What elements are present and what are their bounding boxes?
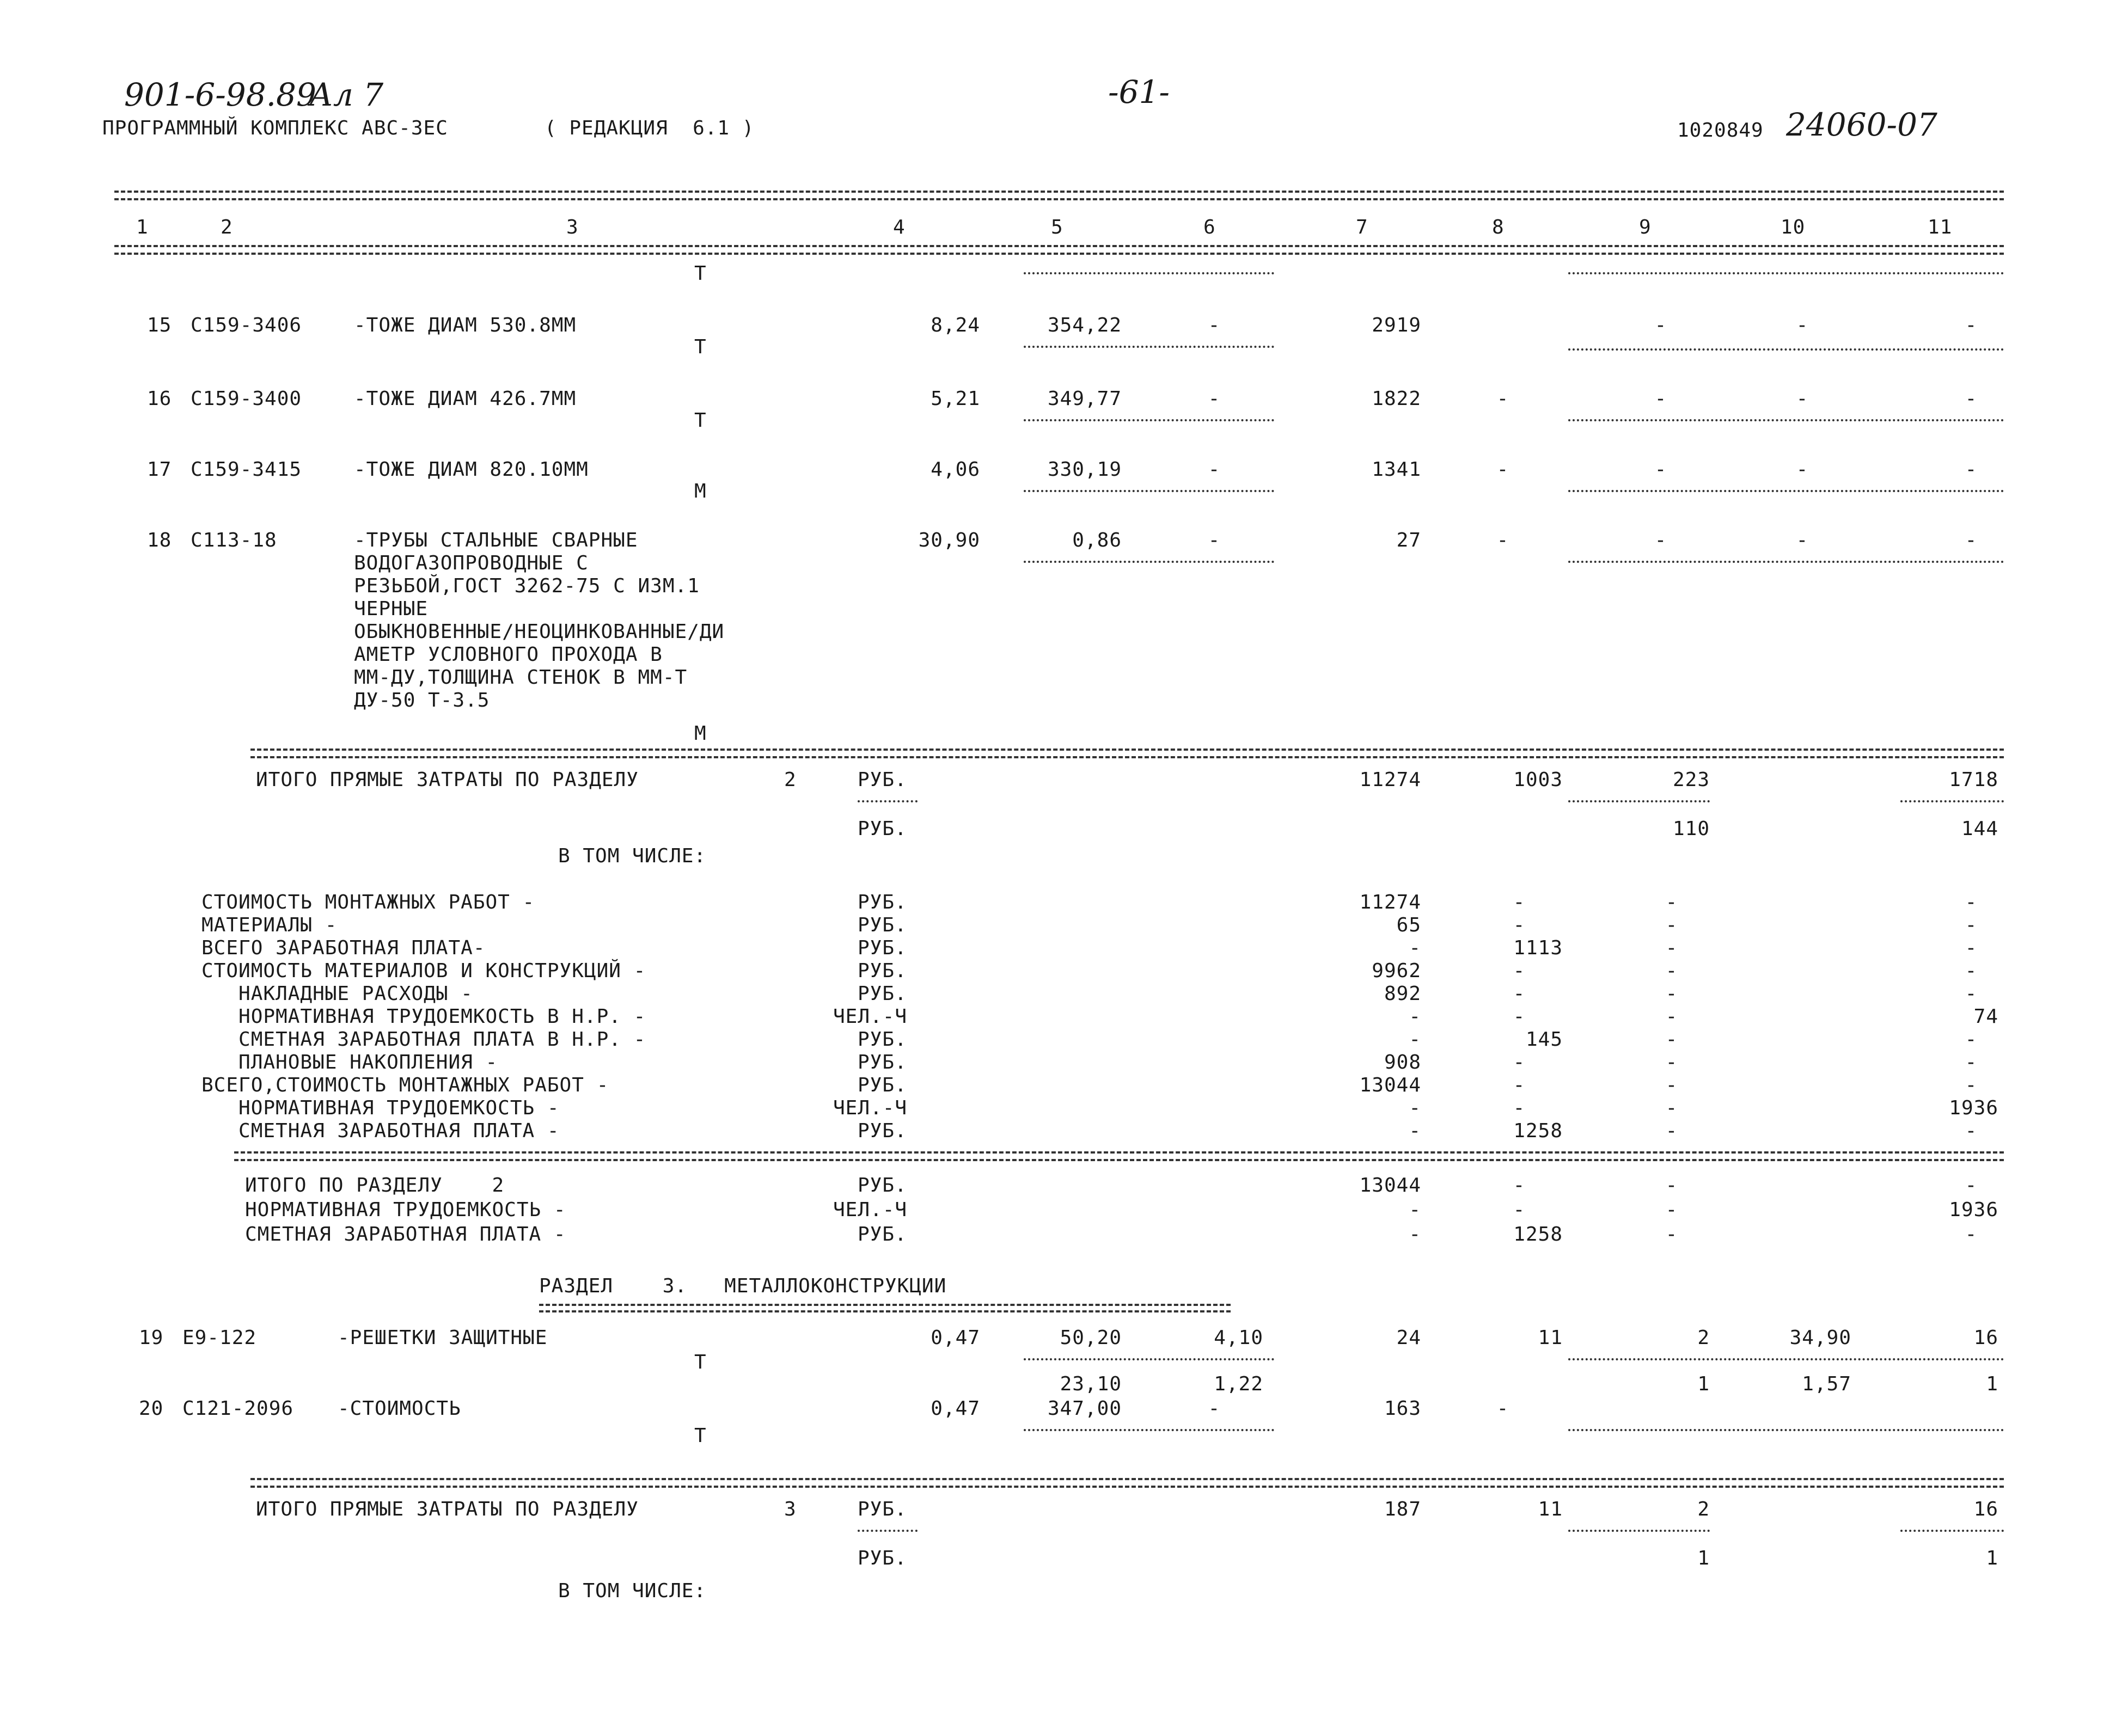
row-c11: -: [1965, 314, 1978, 336]
unit-label: Т: [694, 336, 707, 358]
breakdown-label: МАТЕРИАЛЫ -: [201, 914, 338, 936]
breakdown-c11: -: [1965, 983, 1978, 1005]
breakdown-label: СТОИМОСТЬ МАТЕРИАЛОВ И КОНСТРУКЦИЙ -: [201, 960, 646, 982]
row-rule: [1568, 490, 2004, 492]
row-qty: 4,06: [931, 458, 980, 481]
total-c7: 11274: [1359, 769, 1421, 791]
program-title: ПРОГРАММНЫЙ КОМПЛЕКС АВС-3ЕС: [102, 117, 448, 139]
col-9: 9: [1639, 216, 1652, 238]
row-c11-second: 1: [1986, 1373, 1998, 1395]
row-c5: 347,00: [1047, 1397, 1122, 1420]
total-section-number: 3: [784, 1498, 797, 1520]
breakdown-c11: -: [1965, 1051, 1978, 1074]
row-rule: [1024, 490, 1274, 492]
row-number: 20: [139, 1397, 164, 1420]
row-description: -ТОЖЕ ДИАМ 530.8ММ: [354, 314, 577, 336]
row-rule: [858, 800, 918, 802]
breakdown-label: СТОИМОСТЬ МОНТАЖНЫХ РАБОТ -: [201, 891, 535, 913]
col-8: 8: [1492, 216, 1505, 238]
row-c10: -: [1796, 388, 1809, 410]
breakdown-label: НОРМАТИВНАЯ ТРУДОЕМКОСТЬ -: [201, 1097, 560, 1119]
row-c11: -: [1965, 388, 1978, 410]
including-label: В ТОМ ЧИСЛЕ:: [558, 1580, 707, 1602]
row-code: С113-18: [191, 529, 277, 551]
total-c11b: 144: [1961, 818, 1998, 840]
col-2: 2: [221, 216, 233, 238]
breakdown-c7: -: [1409, 937, 1421, 959]
row-rule: [1568, 1429, 2004, 1431]
handwritten-sheet-number: Ал 7: [309, 76, 384, 113]
row-rule: [1568, 348, 2004, 351]
total-unit: РУБ.: [858, 1498, 907, 1520]
breakdown-c8: -: [1513, 914, 1526, 936]
row-c10: 34,90: [1789, 1327, 1851, 1349]
final-c7: -: [1409, 1199, 1421, 1221]
breakdown-unit: РУБ.: [858, 937, 907, 959]
row-code: Е9-122: [182, 1327, 257, 1349]
breakdown-c11: -: [1965, 1028, 1978, 1051]
handwritten-project-number: 901-6-98.89: [124, 76, 316, 113]
row-c6: -: [1208, 314, 1221, 336]
row-number: 17: [147, 458, 172, 481]
section-title-underline: [539, 1304, 1231, 1312]
total-c9b: 1: [1697, 1547, 1710, 1569]
final-unit: РУБ.: [858, 1174, 907, 1197]
breakdown-c8: 1258: [1513, 1120, 1563, 1142]
section-total-rule: [250, 749, 2004, 758]
breakdown-c11: -: [1965, 914, 1978, 936]
breakdown-c9: -: [1665, 937, 1678, 959]
document-code: 1020849: [1677, 119, 1764, 142]
final-label: НОРМАТИВНАЯ ТРУДОЕМКОСТЬ -: [245, 1199, 566, 1221]
breakdown-c9: -: [1665, 1097, 1678, 1119]
row-c11: 16: [1973, 1327, 1998, 1349]
total-unit: РУБ.: [858, 1547, 907, 1569]
row-description: -РЕШЕТКИ ЗАЩИТНЫЕ: [338, 1327, 548, 1349]
col-10: 10: [1781, 216, 1806, 238]
total-label: ИТОГО ПРЯМЫЕ ЗАТРАТЫ ПО РАЗДЕЛУ: [256, 769, 639, 791]
breakdown-c7: -: [1409, 1005, 1421, 1028]
row-code: С159-3406: [191, 314, 302, 336]
row-rule: [1900, 1530, 2004, 1532]
row-c7: 1822: [1372, 388, 1421, 410]
breakdown-label: ВСЕГО ЗАРАБОТНАЯ ПЛАТА-: [201, 937, 486, 959]
row-qty: 30,90: [918, 529, 980, 551]
breakdown-c9: -: [1665, 914, 1678, 936]
breakdown-c8: -: [1513, 1074, 1526, 1096]
total-label: ИТОГО ПРЯМЫЕ ЗАТРАТЫ ПО РАЗДЕЛУ: [256, 1498, 639, 1520]
unit-label: Т: [694, 1351, 707, 1373]
breakdown-c9: -: [1665, 1074, 1678, 1096]
row-c6: -: [1208, 529, 1221, 551]
row-c8: -: [1496, 529, 1509, 551]
row-c6: -: [1208, 1397, 1221, 1420]
row-rule: [1568, 800, 1710, 802]
col-4: 4: [893, 216, 906, 238]
unit-label: Т: [694, 1425, 707, 1447]
breakdown-c7: -: [1409, 1028, 1421, 1051]
unit-label: Т: [694, 409, 707, 432]
row-c10: -: [1796, 458, 1809, 481]
row-description-line: АМЕТР УСЛОВНОГО ПРОХОДА В: [354, 643, 663, 666]
total-unit: РУБ.: [858, 769, 907, 791]
breakdown-c11: -: [1965, 960, 1978, 982]
breakdown-c7: 9962: [1372, 960, 1421, 982]
row-c7: 27: [1396, 529, 1421, 551]
row-c6: 4,10: [1214, 1327, 1263, 1349]
total-c8: 1003: [1513, 769, 1563, 791]
row-number: 18: [147, 529, 172, 551]
col-7: 7: [1356, 216, 1368, 238]
breakdown-c7: -: [1409, 1097, 1421, 1119]
header-top-rule: [114, 191, 2004, 200]
total-c9b: 110: [1672, 818, 1710, 840]
row-description-line: ММ-ДУ,ТОЛЩИНА СТЕНОК В ММ-Т: [354, 666, 688, 689]
row-qty: 8,24: [931, 314, 980, 336]
final-c7: 13044: [1359, 1174, 1421, 1197]
breakdown-unit: РУБ.: [858, 1074, 907, 1096]
row-c5-second: 23,10: [1060, 1373, 1122, 1395]
row-description-line: ДУ-50 Т-3.5: [354, 689, 490, 711]
total-section-number: 2: [784, 769, 797, 791]
row-rule: [1568, 419, 2004, 421]
row-c7: 2919: [1372, 314, 1421, 336]
col-5: 5: [1051, 216, 1063, 238]
row-description: -ТОЖЕ ДИАМ 426.7ММ: [354, 388, 577, 410]
breakdown-c11: -: [1965, 1074, 1978, 1096]
breakdown-c7: 11274: [1359, 891, 1421, 913]
final-c9: -: [1665, 1199, 1678, 1221]
section-3-total-rule: [250, 1478, 2004, 1488]
breakdown-unit: РУБ.: [858, 1051, 907, 1074]
final-c9: -: [1665, 1223, 1678, 1246]
breakdown-c9: -: [1665, 891, 1678, 913]
breakdown-c8: -: [1513, 1005, 1526, 1028]
final-c11: -: [1965, 1174, 1978, 1197]
breakdown-c7: -: [1409, 1120, 1421, 1142]
breakdown-unit: ЧЕЛ.-Ч: [833, 1005, 908, 1028]
breakdown-c8: -: [1513, 960, 1526, 982]
row-description-line: РЕЗЬБОЙ,ГОСТ 3262-75 С ИЗМ.1: [354, 575, 700, 597]
row-c6: -: [1208, 458, 1221, 481]
col-11: 11: [1928, 216, 1953, 238]
breakdown-c9: -: [1665, 1120, 1678, 1142]
row-c7: 1341: [1372, 458, 1421, 481]
total-c7: 187: [1384, 1498, 1421, 1520]
breakdown-label: ВСЕГО,СТОИМОСТЬ МОНТАЖНЫХ РАБОТ -: [201, 1074, 609, 1096]
breakdown-label: ПЛАНОВЫЕ НАКОПЛЕНИЯ -: [201, 1051, 498, 1074]
breakdown-unit: РУБ.: [858, 1120, 907, 1142]
row-code: С159-3415: [191, 458, 302, 481]
row-rule: [1024, 346, 1274, 348]
row-number: 19: [139, 1327, 164, 1349]
row-c5: 0,86: [1072, 529, 1122, 551]
breakdown-unit: РУБ.: [858, 1028, 907, 1051]
breakdown-c8: -: [1513, 1097, 1526, 1119]
row-c10-second: 1,57: [1802, 1373, 1851, 1395]
row-c11: -: [1965, 458, 1978, 481]
breakdown-c7: 892: [1384, 983, 1421, 1005]
breakdown-unit: РУБ.: [858, 983, 907, 1005]
row-qty: 0,47: [931, 1327, 980, 1349]
row-c9: -: [1654, 529, 1667, 551]
row-c8: -: [1496, 1397, 1509, 1420]
section-3-title: РАЗДЕЛ 3. МЕТАЛЛОКОНСТРУКЦИИ: [539, 1275, 947, 1297]
row-c9: -: [1654, 388, 1667, 410]
total-c11: 16: [1973, 1498, 1998, 1520]
col-1: 1: [136, 216, 149, 238]
breakdown-c11: 1936: [1949, 1097, 1998, 1119]
row-description-line: ОБЫКНОВЕННЫЕ/НЕОЦИНКОВАННЫЕ/ДИ: [354, 621, 725, 643]
final-unit: ЧЕЛ.-Ч: [833, 1199, 908, 1221]
breakdown-c8: -: [1513, 891, 1526, 913]
final-c8: -: [1513, 1174, 1526, 1197]
breakdown-c11: -: [1965, 891, 1978, 913]
program-edition: ( РЕДАКЦИЯ 6.1 ): [545, 117, 755, 139]
breakdown-unit: РУБ.: [858, 891, 907, 913]
row-description: -СТОИМОСТЬ: [338, 1397, 461, 1420]
breakdown-c9: -: [1665, 983, 1678, 1005]
row-rule: [1024, 561, 1274, 563]
row-c7: 163: [1384, 1397, 1421, 1420]
breakdown-c7: 908: [1384, 1051, 1421, 1074]
row-c7: 24: [1396, 1327, 1421, 1349]
row-rule: [1568, 1358, 2004, 1360]
row-qty: 0,47: [931, 1397, 980, 1420]
row-c6-second: 1,22: [1214, 1373, 1263, 1395]
breakdown-c8: 145: [1525, 1028, 1563, 1051]
section-final-rule: [234, 1151, 2004, 1161]
handwritten-doc-number: 24060-07: [1786, 106, 1937, 143]
row-description-line: -ТРУБЫ СТАЛЬНЫЕ СВАРНЫЕ: [354, 529, 638, 551]
total-c8: 11: [1538, 1498, 1563, 1520]
row-rule: [1024, 1358, 1274, 1360]
final-c8: 1258: [1513, 1223, 1563, 1246]
final-label: СМЕТНАЯ ЗАРАБОТНАЯ ПЛАТА -: [245, 1223, 566, 1246]
row-c8: 11: [1538, 1327, 1563, 1349]
handwritten-page-number: -61-: [1108, 73, 1170, 111]
row-description: -ТОЖЕ ДИАМ 820.10ММ: [354, 458, 589, 481]
row-qty: 5,21: [931, 388, 980, 410]
total-unit: РУБ.: [858, 818, 907, 840]
including-label: В ТОМ ЧИСЛЕ:: [558, 845, 707, 867]
final-c9: -: [1665, 1174, 1678, 1197]
row-rule: [1024, 272, 1274, 274]
row-code: С159-3400: [191, 388, 302, 410]
breakdown-c8: -: [1513, 1051, 1526, 1074]
total-c11: 1718: [1949, 769, 1998, 791]
breakdown-c11: -: [1965, 1120, 1978, 1142]
breakdown-c11: 74: [1973, 1005, 1998, 1028]
breakdown-c9: -: [1665, 960, 1678, 982]
row-c11: -: [1965, 529, 1978, 551]
final-c11: 1936: [1949, 1199, 1998, 1221]
breakdown-label: СМЕТНАЯ ЗАРАБОТНАЯ ПЛАТА В Н.Р. -: [201, 1028, 646, 1051]
final-c11: -: [1965, 1223, 1978, 1246]
row-c5: 330,19: [1047, 458, 1122, 481]
col-6: 6: [1203, 216, 1216, 238]
breakdown-label: СМЕТНАЯ ЗАРАБОТНАЯ ПЛАТА -: [201, 1120, 560, 1142]
row-c8: -: [1496, 458, 1509, 481]
unit-label: М: [694, 722, 707, 745]
row-c8: -: [1496, 388, 1509, 410]
row-rule: [1900, 800, 2004, 802]
total-c9: 2: [1697, 1498, 1710, 1520]
breakdown-c11: -: [1965, 937, 1978, 959]
breakdown-label: НАКЛАДНЫЕ РАСХОДЫ -: [201, 983, 473, 1005]
row-rule: [1024, 1429, 1274, 1431]
final-c7: -: [1409, 1223, 1421, 1246]
breakdown-c9: -: [1665, 1051, 1678, 1074]
breakdown-unit: РУБ.: [858, 960, 907, 982]
total-c9: 223: [1672, 769, 1710, 791]
row-c9-second: 1: [1697, 1373, 1710, 1395]
row-number: 15: [147, 314, 172, 336]
breakdown-c7: 13044: [1359, 1074, 1421, 1096]
row-rule: [1568, 561, 2004, 563]
row-c6: -: [1208, 388, 1221, 410]
row-c5: 354,22: [1047, 314, 1122, 336]
final-c8: -: [1513, 1199, 1526, 1221]
unit-label: М: [694, 480, 707, 502]
row-rule: [858, 1530, 918, 1532]
breakdown-label: НОРМАТИВНАЯ ТРУДОЕМКОСТЬ В Н.Р. -: [201, 1005, 646, 1028]
row-c10: -: [1796, 314, 1809, 336]
total-c11b: 1: [1986, 1547, 1998, 1569]
breakdown-c9: -: [1665, 1005, 1678, 1028]
breakdown-c7: 65: [1396, 914, 1421, 936]
header-bottom-rule: [114, 245, 2004, 255]
row-c10: -: [1796, 529, 1809, 551]
row-c9: -: [1654, 458, 1667, 481]
final-label: ИТОГО ПО РАЗДЕЛУ 2: [245, 1174, 505, 1197]
breakdown-c8: -: [1513, 983, 1526, 1005]
row-rule: [1024, 419, 1274, 421]
row-code: С121-2096: [182, 1397, 294, 1420]
row-description-line: ВОДОГАЗОПРОВОДНЫЕ С: [354, 552, 589, 574]
row-c9: -: [1654, 314, 1667, 336]
row-rule: [1568, 272, 2004, 274]
row-c5: 50,20: [1060, 1327, 1122, 1349]
breakdown-c8: 1113: [1513, 937, 1563, 959]
breakdown-unit: ЧЕЛ.-Ч: [833, 1097, 908, 1119]
col-3: 3: [566, 216, 579, 238]
unit-label: Т: [694, 262, 707, 285]
row-description-line: ЧЕРНЫЕ: [354, 598, 429, 620]
row-c9: 2: [1697, 1327, 1710, 1349]
breakdown-unit: РУБ.: [858, 914, 907, 936]
row-rule: [1568, 1530, 1710, 1532]
final-unit: РУБ.: [858, 1223, 907, 1246]
breakdown-c9: -: [1665, 1028, 1678, 1051]
row-number: 16: [147, 388, 172, 410]
row-c5: 349,77: [1047, 388, 1122, 410]
